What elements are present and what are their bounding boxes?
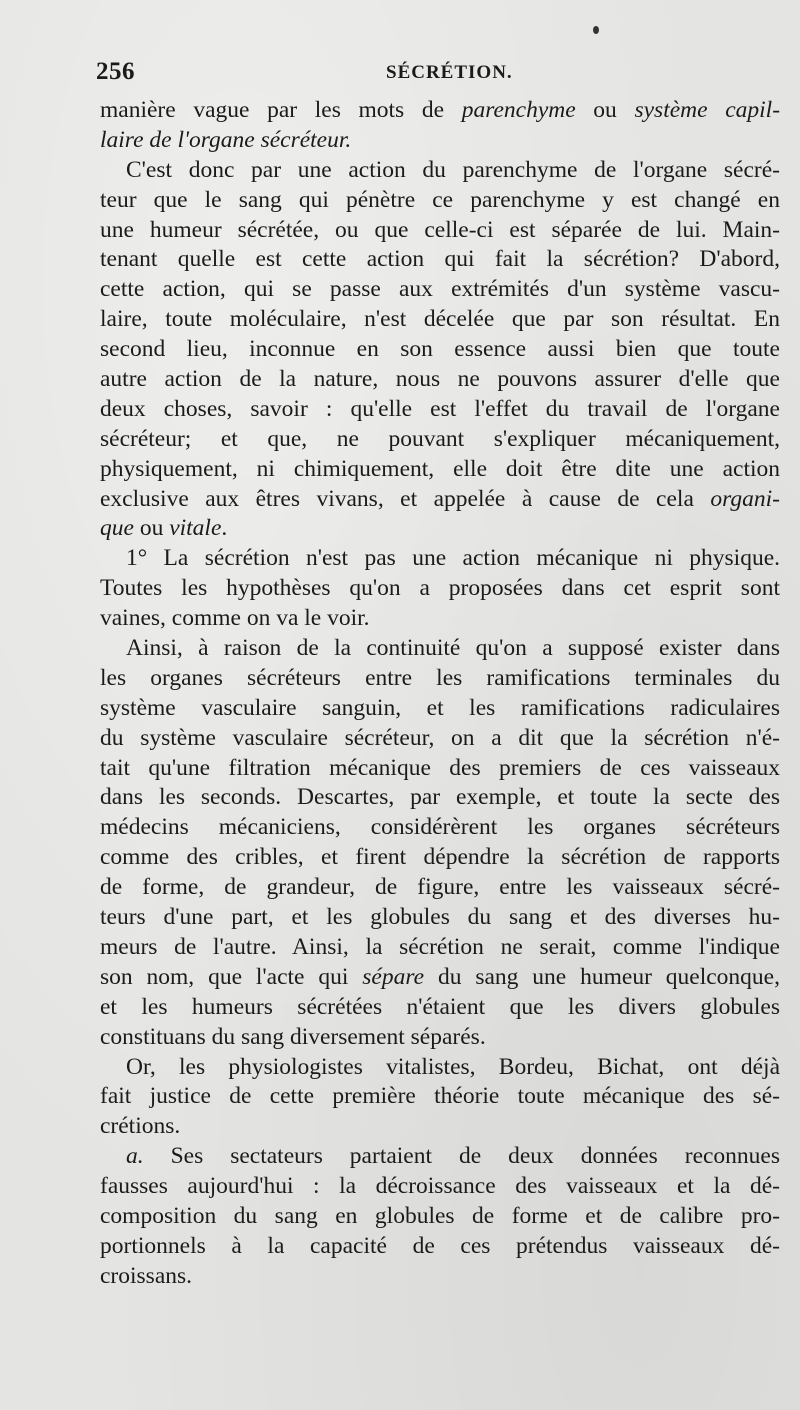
text-line: C'est donc par une action du parenchyme de l'organe sécré- — [126, 156, 780, 183]
body-text — [100, 96, 780, 1292]
text-line: tenant quelle est cette action qui fait la sécrétion? D'abord, — [100, 246, 780, 273]
text-line: constituans du sang diversement séparés. — [100, 1023, 486, 1050]
text-line: système vasculaire sanguin, et les ramifications radiculaires — [100, 694, 780, 721]
text-line: fait justice de cette première théorie toute mécanique des sé- — [100, 1083, 780, 1110]
text-line: exclusive aux êtres vivans, et appelée à cause de cela organi- — [100, 485, 780, 512]
page-header — [96, 58, 786, 92]
text-line: portionnels à la capacité de ces prétendus vaisseaux dé- — [100, 1232, 780, 1259]
text-line: Ainsi, à raison de la continuité qu'on a supposé exister dans — [126, 635, 780, 662]
text-line: manière vague par les mots de parenchyme ou système capil- — [100, 97, 780, 123]
text-line: fausses aujourd'hui : la décroissance des vaisseaux et la dé- — [100, 1173, 780, 1200]
text-line: du système vasculaire sécréteur, on a dit que la sécrétion n'é- — [100, 724, 780, 751]
page-number: 256 — [96, 58, 135, 85]
text-line: physiquement, ni chimiquement, elle doit être dite une action — [100, 455, 780, 482]
text-line: Toutes les hypothèses qu'on a proposées dans cet esprit sont — [100, 575, 780, 602]
text-line: croissans. — [100, 1262, 193, 1289]
text-line: autre action de la nature, nous ne pouvons assurer d'elle que — [100, 366, 780, 393]
text-line: second lieu, inconnue en son essence aussi bien que toute — [100, 336, 780, 363]
text-line: une humeur sécrétée, ou que celle-ci est séparée de lui. Main- — [100, 216, 780, 243]
text-line: tait qu'une filtration mécanique des premiers de ces vaisseaux — [100, 754, 780, 781]
text-line: dans les seconds. Descartes, par exemple, et toute la secte des — [100, 784, 780, 811]
text-line: et les humeurs sécrétées n'étaient que les divers globules — [100, 993, 780, 1020]
text-line: teur que le sang qui pénètre ce parenchyme y est changé en — [100, 186, 780, 213]
text-line: laire, toute moléculaire, n'est décelée que par son résultat. En — [100, 306, 780, 333]
text-line: de forme, de grandeur, de figure, entre les vaisseaux sécré- — [100, 874, 780, 901]
text-line: a. Ses sectateurs partaient de deux données reconnues — [126, 1143, 780, 1170]
text-line: que ou vitale. — [100, 515, 228, 542]
text-line: 1° La sécrétion n'est pas une action mécanique ni physique. — [126, 545, 780, 572]
text-line: teurs d'une part, et les globules du sang et des diverses hu- — [100, 904, 780, 931]
text-line: deux choses, savoir : qu'elle est l'effet du travail de l'organe — [100, 395, 780, 422]
text-line: les organes sécréteurs entre les ramifications terminales du — [100, 664, 780, 691]
text-line: laire de l'organe sécréteur. — [100, 126, 352, 153]
text-line: meurs de l'autre. Ainsi, la sécrétion ne serait, comme l'indique — [100, 933, 780, 960]
running-title: SÉCRÉTION. — [386, 62, 513, 83]
text-line: sécréteur; et que, ne pouvant s'expliquer mécaniquement, — [100, 425, 780, 452]
text-line: cette action, qui se passe aux extrémités d'un système vascu- — [100, 276, 780, 303]
ink-spot — [593, 26, 599, 34]
text-line: Or, les physiologistes vitalistes, Bordeu, Bichat, ont déjà — [126, 1053, 780, 1080]
text-line: son nom, que l'acte qui sépare du sang une humeur quelconque, — [100, 963, 780, 990]
text-line: crétions. — [100, 1113, 181, 1140]
text-line: médecins mécaniciens, considérèrent les organes sécréteurs — [100, 814, 780, 841]
text-line: vaines, comme on va le voir. — [100, 605, 370, 632]
text-line: composition du sang en globules de forme et de calibre pro- — [100, 1202, 780, 1229]
text-line: comme des cribles, et firent dépendre la sécrétion de rapports — [100, 844, 780, 871]
